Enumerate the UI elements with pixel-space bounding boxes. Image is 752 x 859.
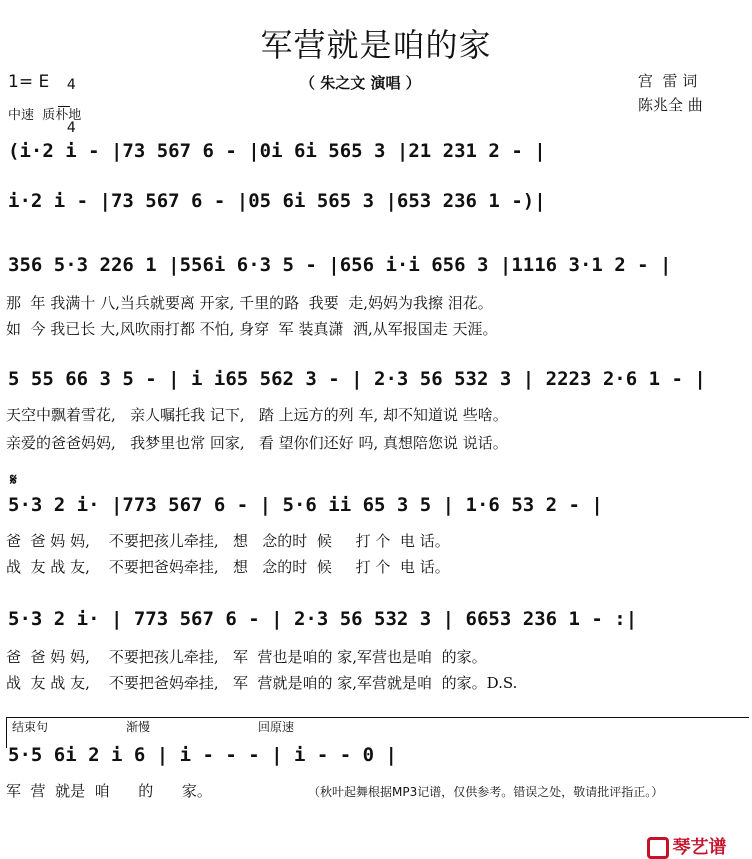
meter-top: 4 — [66, 77, 76, 93]
lyricist-credit: 宫 雷 词 — [638, 72, 698, 90]
page-title: 军营就是咱的家 — [260, 26, 492, 64]
lyric-row-6: 战 友 战 友, 不要把爸妈牵挂, 想 念的时 候 打 个 电 话。 — [6, 558, 450, 576]
meter-bottom: 4 — [66, 120, 76, 136]
lyric-row-1: 那 年 我满十 八,当兵就要离 开家, 千里的路 我要 走,妈妈为我擦 泪花。 — [6, 294, 493, 312]
site-logo — [634, 812, 727, 859]
music-row-2: i·2 i - |73 567 6 - |05 6i 565 3 |653 236 1 -)| — [8, 190, 546, 212]
lyric-row-8: 战 友 战 友, 不要把爸妈牵挂, 军 营就是咱的 家,军营就是咱 的家。D.S. — [6, 674, 518, 692]
music-row-6: 5·3 2 i· | 773 567 6 - | 2·3 56 532 3 | 6653 236 1 - :| — [8, 608, 638, 630]
lyric-row-5: 爸 爸 妈 妈, 不要把孩儿牵挂, 想 念的时 候 打 个 电 话。 — [6, 532, 450, 550]
composer-credit: 陈兆全 曲 — [638, 96, 703, 114]
ending-label-rit: 渐慢 — [126, 720, 151, 734]
ending-label-final: 结束句 — [12, 720, 49, 734]
ending-label-atempo: 回原速 — [258, 720, 295, 734]
music-row-7: 5·5 6i 2 i 6 | i - - - | i - - 0 | — [8, 744, 397, 766]
singer-credit: （ 朱之文 演唱 ） — [300, 74, 421, 92]
time-signature — [58, 64, 76, 135]
tempo-marking: 中速 质朴地 — [8, 108, 82, 123]
lyric-row-7: 爸 爸 妈 妈, 不要把孩儿牵挂, 军 营也是咱的 家,军营也是咱 的家。 — [6, 648, 487, 666]
transcription-note: （秋叶起舞根据MP3记谱，仅供参考。错误之处，敬请批评指正。） — [308, 785, 664, 799]
music-row-3: 356 5·3 226 1 |556i 6·3 5 - |656 i·i 656 3 |1116 3·1 2 - | — [8, 254, 672, 276]
music-row-5: 5·3 2 i· |773 567 6 - | 5·6 ii 65 3 5 | 1·6 53 2 - | — [8, 494, 603, 516]
lyric-row-9: 军 营 就是 咱 的 家。 — [6, 782, 212, 800]
key-signature: 1= E — [8, 72, 50, 92]
logo-icon — [647, 837, 669, 859]
logo-text: 琴艺谱 — [672, 837, 727, 858]
music-row-1: (i·2 i - |73 567 6 - |0i 6i 565 3 |21 231 2 - | — [8, 140, 546, 162]
segno-mark: 𝄋 — [10, 470, 17, 489]
lyric-row-2: 如 今 我已长 大,风吹雨打都 不怕, 身穿 军 装真潇 洒,从军报国走 天涯。 — [6, 320, 498, 338]
lyric-row-4: 亲爱的爸爸妈妈, 我梦里也常 回家, 看 望你们还好 吗, 真想陪您说 说话。 — [6, 434, 508, 452]
lyric-row-3: 天空中飘着雪花, 亲人嘱托我 记下, 踏 上远方的列 车, 却不知道说 些啥。 — [6, 406, 508, 424]
music-row-4: 5 55 66 3 5 - | i i65 562 3 - | 2·3 56 532 3 | 2223 2·6 1 - | — [8, 368, 706, 390]
